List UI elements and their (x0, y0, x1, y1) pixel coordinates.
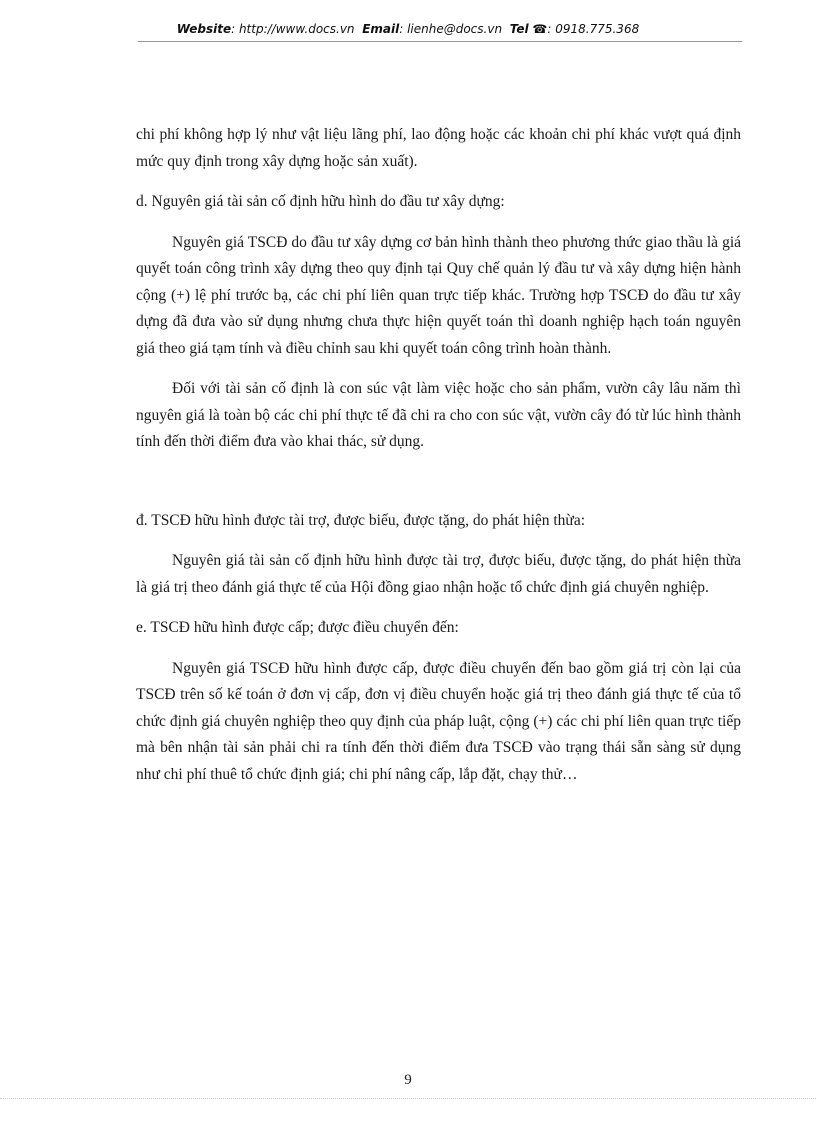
heading-e: e. TSCĐ hữu hình được cấp; được điều chuyển đến: (136, 619, 459, 636)
website-value: : http://www.docs.vn (231, 22, 355, 36)
document-body (136, 122, 741, 788)
email-value: : lienhe@docs.vn (399, 22, 503, 36)
header-divider (138, 41, 742, 42)
paragraph-continuation: chi phí không hợp lý như vật liệu lãng phí, lao động hoặc các khoản chi phí khác vượt quá định mức quy định trong xây dựng hoặc sản xuất). (136, 126, 741, 170)
email-label: Email (362, 22, 400, 36)
paragraph-transferred-assets: Nguyên giá TSCĐ hữu hình được cấp, được điều chuyển đến bao gồm giá trị còn lại của TSCĐ trên số kế toán ở đơn vị cấp, đơn vị điều chuyển hoặc giá trị theo đánh giá thực tế của tổ chức định giá chuyên nghiệp theo quy định của pháp luật, cộng (+) các chi phí liên quan trực tiếp mà bên nhận tài sản phải chi ra tính đến thời điểm đưa TSCĐ vào trạng thái sẵn sàng sử dụng như chi phí thuê tổ chức định giá; chi phí nâng cấp, lắp đặt, chạy thử… (136, 659, 741, 783)
tel-value: : 0918.775.368 (547, 22, 640, 36)
tel-label: Tel (509, 22, 529, 36)
paragraph-construction-cost: Nguyên giá TSCĐ do đầu tư xây dựng cơ bản hình thành theo phương thức giao thầu là giá quyết toán công trình xây dựng theo quy định tại Quy chế quản lý đầu tư và xây dựng hiện hành cộng (+) lệ phí trước bạ, các chi phí liên quan trực tiếp khác. Trường hợp TSCĐ do đầu tư xây dựng đã đưa vào sử dụng nhưng chưa thực hiện quyết toán thì doanh nghiệp hạch toán nguyên giá theo giá tạm tính và điều chỉnh sau khi quyết toán công trình hoàn thành. (136, 233, 741, 357)
page-number: 9 (404, 1072, 412, 1088)
paragraph-livestock-orchard: Đối với tài sản cố định là con súc vật làm việc hoặc cho sản phẩm, vườn cây lâu năm thì nguyên giá là toàn bộ các chi phí thực tế đã chi ra cho con súc vật, vườn cây đó từ lúc hình thành tính đến thời điểm đưa vào khai thác, sử dụng. (136, 380, 741, 450)
page-header (0, 22, 816, 36)
phone-icon: ☎ (532, 22, 548, 36)
website-label: Website (176, 22, 232, 36)
paragraph-donated-assets: Nguyên giá tài sản cố định hữu hình được tài trợ, được biếu, được tặng, do phát hiện thừa là giá trị theo đánh giá thực tế của Hội đồng giao nhận hoặc tổ chức định giá chuyên nghiệp. (136, 552, 741, 596)
heading-d: d. Nguyên giá tài sản cố định hữu hình do đầu tư xây dựng: (136, 193, 505, 210)
footer-divider (0, 1098, 816, 1099)
heading-dd: đ. TSCĐ hữu hình được tài trợ, được biếu, được tặng, do phát hiện thừa: (136, 511, 586, 529)
